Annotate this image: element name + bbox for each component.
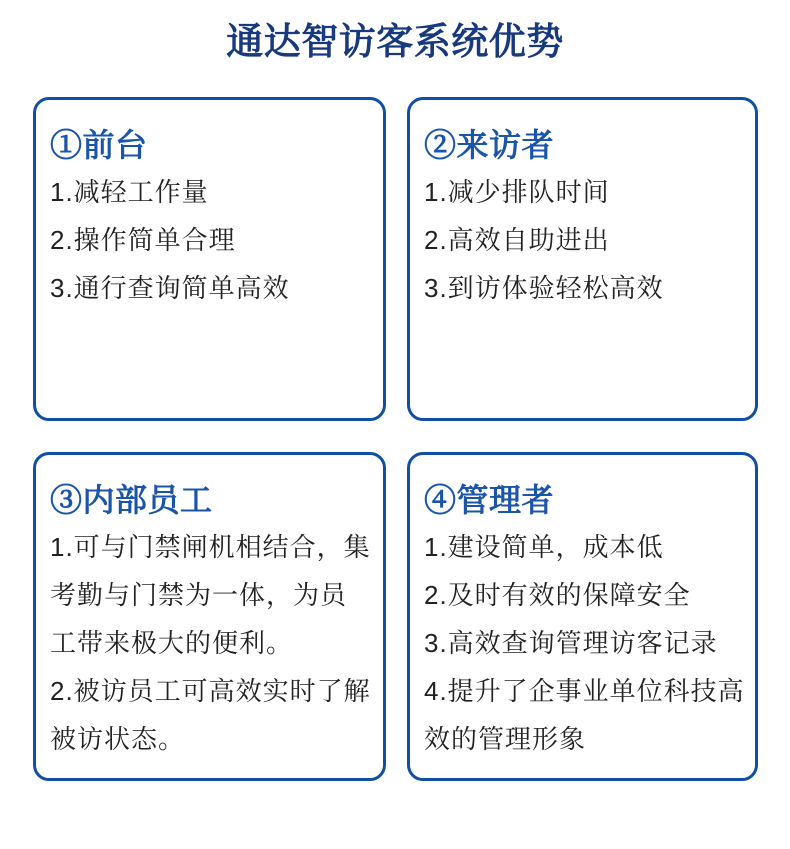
card-internal-staff	[33, 452, 386, 781]
advantage-item: 3.到访体验轻松高效	[424, 273, 664, 303]
card-front-desk	[33, 97, 386, 421]
card-manager	[407, 452, 758, 781]
advantage-grid	[33, 97, 758, 781]
card-heading: ②来访者	[424, 127, 555, 163]
card-item-list	[50, 168, 373, 312]
advantage-item: 2.高效自助进出	[424, 225, 610, 255]
card-item-list	[424, 523, 745, 763]
advantage-item: 1.建设简单，成本低	[424, 532, 664, 562]
advantage-item: 3.高效查询管理访客记录	[424, 628, 718, 658]
advantage-item: 1.可与门禁闸机相结合，集考勤与门禁为一体，为员工带来极大的便利。	[50, 532, 371, 658]
card-visitor	[407, 97, 758, 421]
advantage-item: 2.操作简单合理	[50, 225, 236, 255]
card-heading: ①前台	[50, 127, 148, 163]
card-heading: ④管理者	[424, 482, 555, 518]
card-item-list	[50, 523, 373, 763]
card-item-list	[424, 168, 745, 312]
advantage-item: 1.减少排队时间	[424, 177, 610, 207]
page-title: 通达智访客系统优势	[226, 21, 564, 62]
advantage-item: 1.减轻工作量	[50, 177, 209, 207]
advantage-item: 3.通行查询简单高效	[50, 273, 290, 303]
advantage-item: 2.被访员工可高效实时了解被访状态。	[50, 676, 371, 754]
advantage-item: 4.提升了企事业单位科技高效的管理形象	[424, 676, 745, 754]
advantage-item: 2.及时有效的保障安全	[424, 580, 691, 610]
card-heading: ③内部员工	[50, 482, 213, 518]
